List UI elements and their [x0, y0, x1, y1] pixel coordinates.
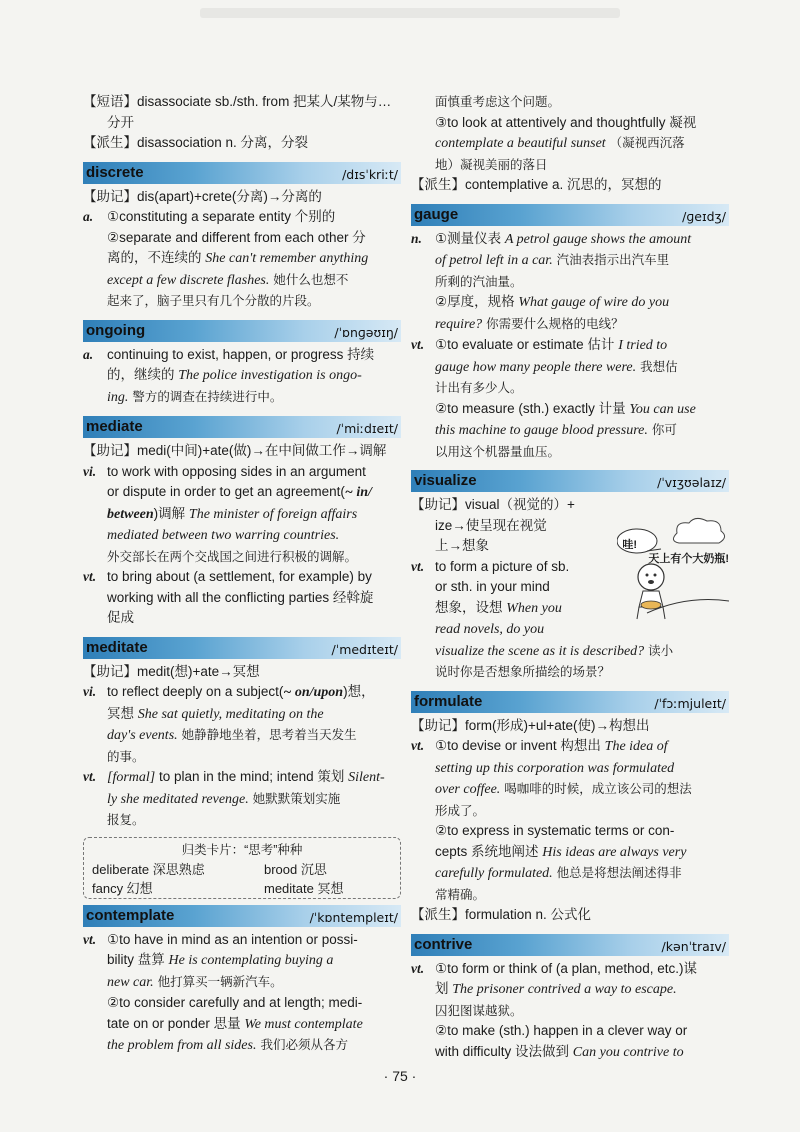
speech-bubble-text: 天上有个大奶瓶! [648, 553, 729, 565]
collocation: ~ on/upon [283, 685, 344, 700]
translation: 以用这个机器量血压。 [435, 443, 561, 459]
part-of-speech: vt. [411, 738, 425, 753]
definition: tate on or ponder 思量 [107, 1015, 245, 1031]
definition: ②厚度，规格 [435, 294, 519, 309]
definition: continuing to exist, happen, or progress 持续 [107, 346, 375, 362]
example: ly she meditated revenge. [107, 791, 249, 807]
part-of-speech: vt. [83, 769, 97, 784]
example: require? [435, 316, 483, 332]
example: new car. [107, 974, 154, 990]
translation: （凝视西沉落 [605, 135, 685, 150]
definition: ①to have in mind as an intention or possi- [107, 931, 358, 947]
phrase-line [83, 92, 401, 113]
translation: 形成了。 [435, 802, 486, 818]
register-label: [formal] [107, 770, 156, 785]
example: We must contemplate [244, 1016, 363, 1032]
phonetic: /ˈmiːdɪeɪt/ [336, 421, 398, 436]
definition: 的，继续的 [107, 367, 179, 382]
translation: 囚犯图谋越狱。 [435, 1002, 523, 1018]
translation: 她静静地坐着，思考着当天发生 [177, 727, 357, 742]
part-of-speech: a. [83, 209, 94, 224]
example: The idea of [604, 739, 668, 754]
derivation-line: 【派生】formulation n. 公式化 [411, 907, 592, 922]
example: setting up this corporation was formulated [435, 760, 675, 776]
example: over coffee. [435, 782, 501, 797]
example: What gauge of wire do you [518, 295, 670, 310]
example: I tried to [618, 338, 668, 353]
definition: to form a picture of sb. [435, 558, 570, 574]
definition: ①to form or think of (a plan, method, etc.)谋 [435, 960, 697, 976]
card-item: fancy 幻想 [92, 880, 153, 896]
part-of-speech: vi. [83, 463, 97, 479]
part-of-speech: vi. [83, 684, 97, 699]
definition: ①测量仪表 [435, 230, 505, 246]
example: visualize the scene as it is described? [435, 643, 645, 659]
translation: 所剩的汽油量。 [435, 273, 523, 289]
definition: cepts 系统地阐述 [435, 843, 543, 859]
translation: 说时你是否想象所描绘的场景？ [435, 664, 611, 679]
definition: to bring about (a settlement, for example) by [107, 569, 372, 584]
headword: discrete [86, 163, 144, 181]
phonetic: /ˈfɔːmjuleɪt/ [654, 695, 726, 711]
example: mediated between two warring countries. [107, 528, 340, 543]
translation: 报复。 [107, 812, 145, 827]
phonetic: /ˈvɪʒʊəlaɪz/ [657, 475, 726, 490]
translation: 地）凝视美丽的落日 [435, 156, 548, 172]
entry-header-formulate [411, 691, 729, 713]
mnemonic: 【助记】form(形成)+ul+ate(使)→构想出 [411, 717, 650, 733]
phonetic: /ˈkɒntempleɪt/ [309, 909, 398, 925]
translation: 她默默策划实施 [248, 790, 341, 806]
definition: ①to evaluate or estimate 估计 [435, 337, 619, 352]
phonetic: /ɡeɪdʒ/ [682, 208, 726, 224]
definition: )调解 [153, 505, 189, 521]
definition: ②to consider carefully and at length; medi- [107, 995, 363, 1010]
left-column [83, 92, 401, 1057]
mnemonic: 【助记】medi(中间)+ate(做)→在中间做工作→调解 [83, 443, 387, 458]
part-of-speech: vt. [411, 337, 425, 352]
example: Can you contrive to [572, 1044, 684, 1060]
example: When you [506, 600, 562, 616]
example: read novels, do you [435, 622, 545, 637]
part-of-speech: vt. [411, 960, 425, 976]
definition: or sth. in your mind [435, 579, 550, 594]
example: His ideas are always very [542, 844, 687, 860]
example: the problem from all sides. [107, 1038, 257, 1053]
translation: 他总是将想法阐述得非 [552, 865, 682, 880]
translation: 起来了，脑子里只有几个分散的片段。 [107, 293, 320, 308]
example: this machine to gauge blood pressure. [435, 423, 648, 438]
definition: )想， [343, 684, 375, 699]
collocation: ~ in/ [344, 485, 372, 500]
part-of-speech: vt. [83, 569, 97, 584]
example: The minister of foreign affairs [188, 506, 358, 522]
definition: ①to devise or invent 构想出 [435, 738, 605, 753]
definition: or dispute in order to get an agreement( [107, 484, 345, 499]
entry-header-mediate [83, 416, 401, 438]
translation: 她什么也想不 [269, 271, 349, 287]
classification-card [83, 837, 401, 899]
part-of-speech: a. [83, 346, 94, 362]
card-title: 归类卡片：“思考”种种 [181, 842, 303, 857]
card-item: brood 沉思 [264, 861, 327, 877]
definition: with difficulty 设法做到 [435, 1043, 573, 1059]
definition: ②to express in systematic terms or con- [435, 823, 675, 838]
headword: formulate [414, 692, 483, 710]
definition: ②to measure (sth.) exactly 计量 [435, 400, 630, 416]
translation: 外交部长在两个交战国之间进行积极的调解。 [107, 548, 358, 564]
phrase-line-2 [83, 113, 401, 134]
phrase-text-2: 分开 [107, 114, 134, 130]
definition: 划 [435, 981, 453, 996]
example: You can use [629, 401, 696, 417]
entry-header-contemplate [83, 905, 401, 927]
definition: working with all the conflicting parties 经斡旋 [107, 589, 374, 605]
translation: 你需要什么规格的电线？ [482, 315, 624, 331]
definition: 促成 [107, 610, 134, 625]
example: day's events. [107, 728, 178, 743]
example: Silent- [348, 770, 385, 785]
entry-header-ongoing [83, 320, 401, 342]
phonetic: /ˈmedɪteɪt/ [331, 641, 398, 657]
definition: to work with opposing sides in an argument [107, 463, 366, 479]
headword: gauge [414, 205, 459, 223]
mnemonic: 【助记】dis(apart)+crete(分离)→分离的 [83, 188, 322, 204]
headword: contrive [414, 935, 473, 953]
mnemonic: 【助记】medit(想)+ate→冥想 [83, 663, 260, 679]
mnemonic: ize→使呈现在视觉 [435, 517, 547, 533]
phonetic: /dɪsˈkriːt/ [342, 166, 398, 182]
phrase-text: disassociate sb./sth. from 把某人/某物与… [137, 94, 392, 109]
example: The prisoner contrived a way to escape. [452, 982, 677, 997]
example: The police investigation is ongo- [178, 368, 362, 383]
phonetic: /ˈɒnɡəʊɪŋ/ [334, 324, 398, 340]
example: of petrol left in a car. [435, 253, 553, 268]
translation: 我想估 [636, 358, 678, 374]
part-of-speech: vt. [411, 558, 425, 574]
phrase-tag: 【短语】 [83, 94, 137, 109]
definition: bility 盘算 [107, 952, 169, 967]
translation: 他打算买一辆新汽车。 [153, 973, 283, 989]
speech-bubble-text: 哇! [622, 539, 637, 551]
headword: ongoing [86, 321, 146, 339]
derivation-line: 【派生】contemplative a. 沉思的，冥想的 [411, 177, 662, 192]
headword: visualize [414, 472, 477, 489]
example: contemplate a beautiful sunset [435, 136, 606, 151]
collocation: between [107, 506, 154, 522]
entry-header-visualize [411, 470, 729, 492]
mnemonic: 【助记】visual（视觉的）+ [411, 497, 575, 512]
translation: 喝咖啡的时候，成立该公司的想法 [500, 781, 692, 796]
example: gauge how many people there were. [435, 359, 637, 375]
entry-header-gauge [411, 204, 729, 226]
headword: contemplate [86, 906, 175, 924]
part-of-speech: vt. [83, 931, 97, 947]
translation: 你可 [647, 422, 677, 437]
definition: ③to look at attentively and thoughtfully 凝视 [435, 114, 697, 130]
translation: 计出有多少人。 [435, 380, 523, 395]
translation: 我们必须从各方 [256, 1037, 348, 1052]
translation: 的事。 [107, 748, 145, 764]
derivation-tag: 【派生】 [83, 135, 137, 150]
translation: 常精确。 [435, 886, 486, 902]
entry-header-meditate [83, 637, 401, 659]
example: ing. [107, 389, 129, 405]
headword: meditate [86, 638, 148, 656]
definition: ②to make (sth.) happen in a clever way or [435, 1023, 688, 1038]
example: A petrol gauge shows the amount [504, 231, 692, 247]
entry-header-discrete [83, 162, 401, 184]
definition: to reflect deeply on a subject( [107, 684, 284, 699]
page-top-strip [200, 8, 620, 18]
translation: 警方的调查在持续进行中。 [128, 388, 283, 404]
definition: ①constituting a separate entity 个别的 [107, 209, 336, 224]
definition: 离的，不连续的 [107, 250, 206, 265]
definition: 冥想 [107, 705, 138, 721]
translation: 面慎重考虑这个问题。 [435, 94, 561, 109]
example: He is contemplating buying a [168, 953, 334, 968]
definition: to plan in the mind; intend 策划 [155, 769, 349, 784]
example: except a few discrete flashes. [107, 272, 270, 288]
definition: 想象，设想 [435, 599, 507, 615]
page-number: · 75 · [383, 1068, 417, 1084]
card-item: meditate 冥想 [264, 880, 344, 896]
derivation-line [83, 133, 401, 154]
entry-header-contrive [411, 934, 729, 956]
headword: mediate [86, 418, 143, 435]
definition: ②separate and different from each other 分 [107, 229, 366, 245]
example: carefully formulated. [435, 866, 553, 881]
part-of-speech: n. [411, 230, 422, 246]
example: She sat quietly, meditating on the [137, 706, 324, 722]
visualize-body [411, 495, 729, 683]
phonetic: /kənˈtraɪv/ [661, 938, 726, 954]
mnemonic: 上→想象 [435, 538, 489, 553]
example: She can't remember anything [205, 251, 369, 266]
translation: 汽油表指示出汽车里 [552, 252, 670, 267]
card-item: deliberate 深思熟虑 [92, 861, 205, 877]
right-column [411, 92, 729, 1063]
translation: 读小 [644, 642, 674, 658]
derivation-text: disassociation n. 分离，分裂 [137, 135, 309, 150]
